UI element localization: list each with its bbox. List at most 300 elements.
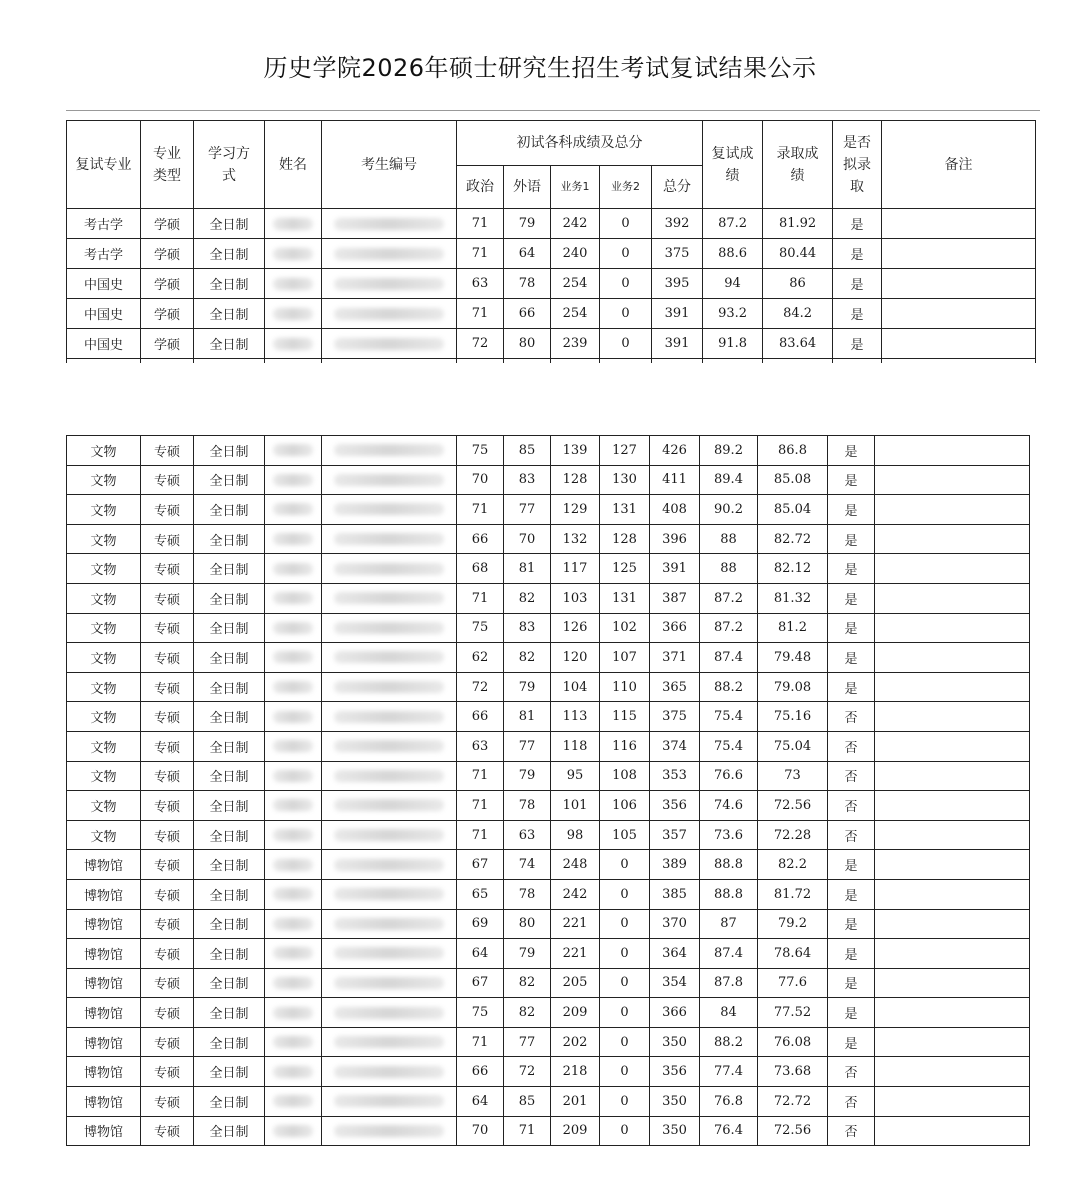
header-admission-score: 录取成绩 [763, 121, 833, 209]
cell-subject1: 254 [551, 269, 600, 299]
table-row [67, 329, 1036, 359]
cell-politics: 64 [457, 1087, 504, 1117]
cell-politics: 72 [457, 329, 504, 359]
cell-study-mode: 全日制 [194, 1087, 265, 1117]
redacted-name [273, 651, 313, 663]
truncated-cell [763, 359, 833, 364]
redacted-name [273, 888, 313, 900]
cell-exam-id-redacted [322, 939, 457, 969]
cell-total: 356 [650, 1057, 700, 1087]
cell-admit: 是 [828, 495, 875, 525]
cell-admit: 是 [833, 239, 882, 269]
cell-total: 426 [650, 436, 700, 466]
cell-subject1: 101 [551, 791, 600, 821]
cell-retest-score: 87.2 [700, 613, 758, 643]
cell-subject1: 218 [551, 1057, 600, 1087]
cell-subject2: 125 [600, 554, 650, 584]
cell-study-mode: 全日制 [194, 820, 265, 850]
cell-subject2: 0 [600, 968, 650, 998]
cell-subject1: 98 [551, 820, 600, 850]
cell-remarks [882, 239, 1036, 269]
table-row [67, 239, 1036, 269]
table-row [67, 554, 1030, 584]
cell-study-mode: 全日制 [194, 761, 265, 791]
redacted-name [273, 770, 313, 782]
cell-foreign: 79 [504, 209, 551, 239]
cell-remarks [875, 702, 1030, 732]
cell-major: 中国史 [67, 329, 141, 359]
cell-name-redacted [265, 524, 322, 554]
redacted-name [273, 622, 313, 634]
cell-major-type: 专硕 [141, 643, 194, 673]
cell-name-redacted [265, 1027, 322, 1057]
cell-admit: 是 [833, 269, 882, 299]
cell-subject1: 128 [551, 465, 600, 495]
cell-name-redacted [265, 239, 322, 269]
cell-admit: 是 [833, 209, 882, 239]
cell-subject1: 120 [551, 643, 600, 673]
cell-study-mode: 全日制 [194, 791, 265, 821]
redacted-exam-id [334, 888, 444, 900]
cell-subject2: 0 [600, 1027, 650, 1057]
header-subject1: 业务1 [551, 166, 600, 209]
cell-study-mode: 全日制 [194, 495, 265, 525]
cell-remarks [882, 329, 1036, 359]
cell-study-mode: 全日制 [194, 879, 265, 909]
cell-subject1: 132 [551, 524, 600, 554]
cell-study-mode: 全日制 [194, 554, 265, 584]
cell-major: 文物 [67, 791, 141, 821]
cell-admission-score: 77.52 [758, 998, 828, 1028]
cell-major-type: 专硕 [141, 613, 194, 643]
cell-foreign: 78 [504, 791, 551, 821]
cell-retest-score: 93.2 [703, 299, 763, 329]
cell-subject2: 105 [600, 820, 650, 850]
cell-admit: 是 [828, 465, 875, 495]
cell-study-mode: 全日制 [194, 583, 265, 613]
cell-subject2: 115 [600, 702, 650, 732]
truncated-cell [833, 359, 882, 364]
cell-remarks [875, 998, 1030, 1028]
cell-retest-score: 87.4 [700, 643, 758, 673]
truncated-cell [457, 359, 504, 364]
cell-admission-score: 84.2 [763, 299, 833, 329]
cell-admission-score: 75.16 [758, 702, 828, 732]
cell-remarks [875, 643, 1030, 673]
cell-admission-score: 81.92 [763, 209, 833, 239]
cell-admit: 是 [833, 329, 882, 359]
cell-retest-score: 75.4 [700, 702, 758, 732]
truncated-cell [551, 359, 600, 364]
cell-retest-score: 76.8 [700, 1087, 758, 1117]
cell-study-mode: 全日制 [194, 269, 265, 299]
page-title: 历史学院2026年硕士研究生招生考试复试结果公示 [263, 54, 817, 82]
cell-remarks [875, 554, 1030, 584]
cell-foreign: 78 [504, 879, 551, 909]
cell-subject2: 0 [600, 209, 652, 239]
cell-exam-id-redacted [322, 998, 457, 1028]
header-retest-score: 复试成绩 [703, 121, 763, 209]
cell-subject1: 209 [551, 998, 600, 1028]
table-row [67, 1116, 1030, 1146]
redacted-name [273, 1036, 313, 1048]
cell-major-type: 专硕 [141, 909, 194, 939]
cell-exam-id-redacted [322, 909, 457, 939]
header-study-mode: 学习方式 [194, 121, 265, 209]
table-row [67, 672, 1030, 702]
cell-admission-score: 85.08 [758, 465, 828, 495]
cell-politics: 64 [457, 939, 504, 969]
truncated-cell [882, 359, 1036, 364]
cell-admit: 是 [828, 879, 875, 909]
cell-major-type: 专硕 [141, 820, 194, 850]
cell-subject2: 107 [600, 643, 650, 673]
cell-admission-score: 78.64 [758, 939, 828, 969]
cell-admission-score: 79.08 [758, 672, 828, 702]
redacted-name [273, 918, 313, 930]
cell-major: 文物 [67, 731, 141, 761]
cell-name-redacted [265, 850, 322, 880]
cell-admission-score: 72.72 [758, 1087, 828, 1117]
cell-politics: 63 [457, 269, 504, 299]
table-row [67, 465, 1030, 495]
table-row [67, 909, 1030, 939]
cell-subject1: 205 [551, 968, 600, 998]
cell-total: 353 [650, 761, 700, 791]
cell-foreign: 79 [504, 939, 551, 969]
cell-foreign: 77 [504, 495, 551, 525]
cell-major: 博物馆 [67, 909, 141, 939]
cell-subject2: 0 [600, 850, 650, 880]
truncated-cell [141, 359, 194, 364]
cell-foreign: 78 [504, 269, 551, 299]
cell-major-type: 学硕 [141, 329, 194, 359]
cell-exam-id-redacted [322, 465, 457, 495]
cell-retest-score: 88.6 [703, 239, 763, 269]
cell-name-redacted [265, 879, 322, 909]
cell-study-mode: 全日制 [194, 643, 265, 673]
cell-subject1: 113 [551, 702, 600, 732]
cell-major: 博物馆 [67, 939, 141, 969]
table-row [67, 968, 1030, 998]
redacted-name [273, 711, 313, 723]
cell-politics: 70 [457, 1116, 504, 1146]
redacted-exam-id [334, 711, 444, 723]
redacted-exam-id [334, 248, 444, 260]
cell-total: 354 [650, 968, 700, 998]
cell-subject1: 126 [551, 613, 600, 643]
cell-total: 370 [650, 909, 700, 939]
cell-name-redacted [265, 968, 322, 998]
cell-name-redacted [265, 820, 322, 850]
header-politics: 政治 [457, 166, 504, 209]
cell-major: 文物 [67, 820, 141, 850]
cell-exam-id-redacted [322, 1116, 457, 1146]
cell-study-mode: 全日制 [194, 731, 265, 761]
cell-total: 350 [650, 1087, 700, 1117]
cell-subject2: 106 [600, 791, 650, 821]
cell-subject2: 0 [600, 879, 650, 909]
cell-remarks [875, 583, 1030, 613]
cell-foreign: 71 [504, 1116, 551, 1146]
cell-admission-score: 81.2 [758, 613, 828, 643]
redacted-name [273, 563, 313, 575]
cell-foreign: 64 [504, 239, 551, 269]
redacted-name [273, 444, 313, 456]
header-admit: 是否拟录取 [833, 121, 882, 209]
cell-study-mode: 全日制 [194, 998, 265, 1028]
redacted-name [273, 474, 313, 486]
redacted-exam-id [334, 977, 444, 989]
cell-major: 文物 [67, 465, 141, 495]
cell-politics: 67 [457, 850, 504, 880]
cell-major-type: 专硕 [141, 1027, 194, 1057]
cell-remarks [875, 968, 1030, 998]
cell-subject2: 110 [600, 672, 650, 702]
cell-total: 392 [652, 209, 703, 239]
cell-retest-score: 73.6 [700, 820, 758, 850]
cell-foreign: 85 [504, 1087, 551, 1117]
cell-retest-score: 88.2 [700, 1027, 758, 1057]
cell-major: 博物馆 [67, 1027, 141, 1057]
cell-exam-id-redacted [322, 968, 457, 998]
header-exam-id: 考生编号 [322, 121, 457, 209]
cell-admission-score: 81.72 [758, 879, 828, 909]
redacted-exam-id [334, 278, 444, 290]
cell-admission-score: 72.28 [758, 820, 828, 850]
cell-remarks [875, 1027, 1030, 1057]
cell-exam-id-redacted [322, 820, 457, 850]
cell-politics: 72 [457, 672, 504, 702]
cell-major: 文物 [67, 524, 141, 554]
cell-study-mode: 全日制 [194, 613, 265, 643]
redacted-exam-id [334, 444, 444, 456]
cell-remarks [882, 209, 1036, 239]
cell-exam-id-redacted [322, 879, 457, 909]
cell-name-redacted [265, 939, 322, 969]
redacted-exam-id [334, 1066, 444, 1078]
cell-retest-score: 89.2 [700, 436, 758, 466]
cell-subject1: 118 [551, 731, 600, 761]
cell-study-mode: 全日制 [194, 465, 265, 495]
cell-study-mode: 全日制 [194, 909, 265, 939]
table-row [67, 583, 1030, 613]
cell-major-type: 学硕 [141, 269, 194, 299]
redacted-name [273, 278, 313, 290]
cell-retest-score: 87 [700, 909, 758, 939]
header-remarks: 备注 [882, 121, 1036, 209]
cell-study-mode: 全日制 [194, 1116, 265, 1146]
cell-admit: 否 [828, 820, 875, 850]
cell-politics: 75 [457, 613, 504, 643]
cell-admit: 是 [828, 613, 875, 643]
cell-admit: 否 [828, 731, 875, 761]
cell-retest-score: 88.2 [700, 672, 758, 702]
cell-major-type: 学硕 [141, 209, 194, 239]
table-row [67, 524, 1030, 554]
cell-name-redacted [265, 909, 322, 939]
table-row [67, 731, 1030, 761]
cell-foreign: 74 [504, 850, 551, 880]
cell-major: 文物 [67, 761, 141, 791]
redacted-exam-id [334, 859, 444, 871]
cell-total: 356 [650, 791, 700, 821]
cell-admission-score: 81.32 [758, 583, 828, 613]
cell-retest-score: 87.2 [703, 209, 763, 239]
cell-major: 中国史 [67, 269, 141, 299]
cell-subject1: 95 [551, 761, 600, 791]
cell-name-redacted [265, 495, 322, 525]
cell-total: 391 [652, 329, 703, 359]
cell-exam-id-redacted [322, 554, 457, 584]
cell-major: 考古学 [67, 239, 141, 269]
cell-remarks [875, 465, 1030, 495]
cell-major: 文物 [67, 702, 141, 732]
cell-admission-score: 80.44 [763, 239, 833, 269]
cell-politics: 71 [457, 820, 504, 850]
cell-name-redacted [265, 702, 322, 732]
cell-exam-id-redacted [322, 850, 457, 880]
cell-retest-score: 90.2 [700, 495, 758, 525]
cell-retest-score: 87.2 [700, 583, 758, 613]
cell-subject2: 0 [600, 998, 650, 1028]
cell-remarks [882, 269, 1036, 299]
cell-subject1: 221 [551, 909, 600, 939]
cell-admission-score: 85.04 [758, 495, 828, 525]
cell-remarks [875, 761, 1030, 791]
table-row [67, 820, 1030, 850]
cell-admission-score: 79.2 [758, 909, 828, 939]
cell-subject2: 0 [600, 939, 650, 969]
header-major: 复试专业 [67, 121, 141, 209]
cell-exam-id-redacted [322, 329, 457, 359]
cell-foreign: 82 [504, 968, 551, 998]
cell-politics: 71 [457, 761, 504, 791]
table-row [67, 436, 1030, 466]
redacted-exam-id [334, 947, 444, 959]
cell-foreign: 82 [504, 998, 551, 1028]
cell-total: 364 [650, 939, 700, 969]
table-row [67, 702, 1030, 732]
cell-remarks [875, 731, 1030, 761]
cell-name-redacted [265, 731, 322, 761]
cell-admit: 是 [828, 583, 875, 613]
redacted-exam-id [334, 1125, 444, 1137]
cell-admission-score: 73.68 [758, 1057, 828, 1087]
cell-subject2: 131 [600, 495, 650, 525]
cell-admission-score: 79.48 [758, 643, 828, 673]
cell-admit: 否 [828, 702, 875, 732]
cell-subject1: 254 [551, 299, 600, 329]
cell-subject2: 0 [600, 299, 652, 329]
truncated-cell [703, 359, 763, 364]
cell-subject2: 0 [600, 1116, 650, 1146]
cell-exam-id-redacted [322, 1027, 457, 1057]
cell-politics: 68 [457, 554, 504, 584]
cell-major-type: 专硕 [141, 554, 194, 584]
table-row [67, 791, 1030, 821]
header-major-type: 专业类型 [141, 121, 194, 209]
redacted-name [273, 308, 313, 320]
cell-exam-id-redacted [322, 1057, 457, 1087]
cell-total: 375 [652, 239, 703, 269]
table-row [67, 643, 1030, 673]
cell-admission-score: 73 [758, 761, 828, 791]
truncated-cell [322, 359, 457, 364]
cell-name-redacted [265, 1087, 322, 1117]
table-row [67, 613, 1030, 643]
redacted-exam-id [334, 563, 444, 575]
cell-exam-id-redacted [322, 436, 457, 466]
cell-subject1: 117 [551, 554, 600, 584]
cell-subject2: 128 [600, 524, 650, 554]
cell-study-mode: 全日制 [194, 1057, 265, 1087]
cell-study-mode: 全日制 [194, 239, 265, 269]
cell-total: 391 [652, 299, 703, 329]
redacted-name [273, 681, 313, 693]
cell-exam-id-redacted [322, 299, 457, 329]
cell-major: 文物 [67, 554, 141, 584]
cell-total: 366 [650, 613, 700, 643]
redacted-exam-id [334, 474, 444, 486]
cell-major-type: 专硕 [141, 939, 194, 969]
cell-subject2: 0 [600, 239, 652, 269]
redacted-exam-id [334, 338, 444, 350]
cell-major-type: 专硕 [141, 465, 194, 495]
cell-subject1: 129 [551, 495, 600, 525]
cell-total: 366 [650, 998, 700, 1028]
truncated-cell [600, 359, 652, 364]
cell-total: 357 [650, 820, 700, 850]
cell-major: 博物馆 [67, 1087, 141, 1117]
cell-study-mode: 全日制 [194, 299, 265, 329]
table-row [67, 939, 1030, 969]
cell-admit: 是 [828, 850, 875, 880]
redacted-name [273, 799, 313, 811]
cell-politics: 71 [457, 495, 504, 525]
cell-subject2: 0 [600, 909, 650, 939]
redacted-name [273, 859, 313, 871]
cell-foreign: 77 [504, 731, 551, 761]
redacted-exam-id [334, 740, 444, 752]
cell-remarks [882, 299, 1036, 329]
cell-foreign: 83 [504, 465, 551, 495]
redacted-exam-id [334, 918, 444, 930]
header-prelim-group: 初试各科成绩及总分 [457, 121, 703, 166]
table-row [67, 850, 1030, 880]
cell-major-type: 专硕 [141, 879, 194, 909]
cell-major: 博物馆 [67, 998, 141, 1028]
cell-major: 中国史 [67, 299, 141, 329]
cell-total: 395 [652, 269, 703, 299]
redacted-exam-id [334, 799, 444, 811]
cell-admission-score: 76.08 [758, 1027, 828, 1057]
cell-subject2: 116 [600, 731, 650, 761]
cell-foreign: 79 [504, 761, 551, 791]
header-name: 姓名 [265, 121, 322, 209]
cell-major: 博物馆 [67, 1057, 141, 1087]
cell-admit: 是 [828, 1027, 875, 1057]
cell-subject2: 0 [600, 329, 652, 359]
cell-subject2: 0 [600, 1087, 650, 1117]
cell-admission-score: 86 [763, 269, 833, 299]
cell-major: 文物 [67, 495, 141, 525]
cell-foreign: 77 [504, 1027, 551, 1057]
cell-foreign: 85 [504, 436, 551, 466]
cell-retest-score: 89.4 [700, 465, 758, 495]
cell-retest-score: 88.8 [700, 879, 758, 909]
cell-name-redacted [265, 209, 322, 239]
